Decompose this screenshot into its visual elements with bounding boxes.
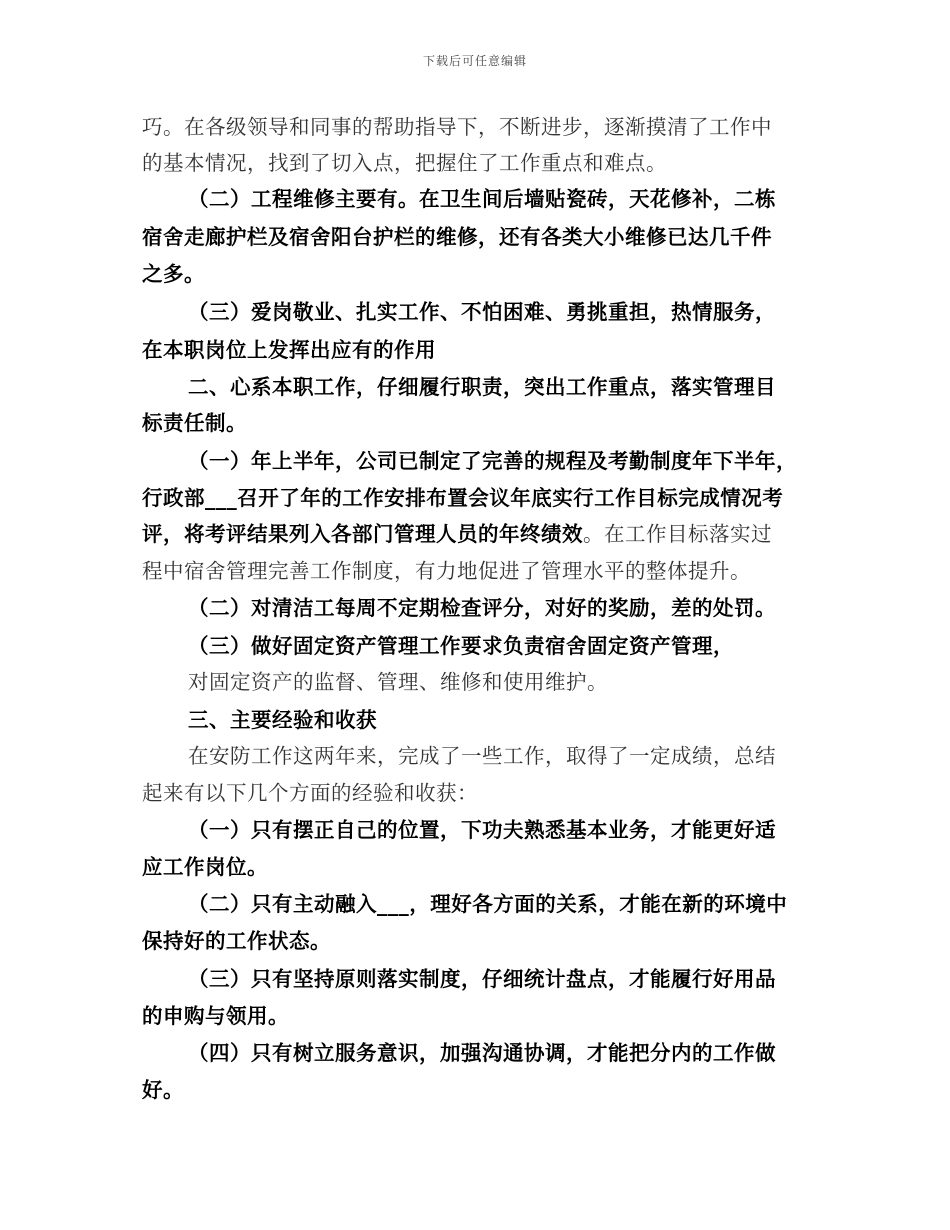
text-line: 起来有以下几个方面的经验和收获： <box>142 781 478 805</box>
text-line: 三、主要经验和收获 <box>188 708 377 732</box>
text-line: 的申购与领用。 <box>142 1004 289 1028</box>
text-line: （三）爱岗敬业、扎实工作、不怕困难、勇挑重担，热情服务， <box>188 300 776 324</box>
text-line: 应工作岗位。 <box>142 855 268 879</box>
text-line: 对固定资产的监督、管理、维修和使用维护。 <box>188 670 608 694</box>
text-line: （三）做好固定资产管理工作要求负责宿舍固定资产管理， <box>188 634 734 658</box>
text-line: （二）只有主动融入___，理好各方面的关系，才能在新的环境中 <box>188 892 788 916</box>
text-line: 标责任制。 <box>142 411 247 435</box>
text-line: 巧。在各级领导和同事的帮助指导下，不断进步，逐渐摸清了工作中 <box>142 115 772 139</box>
text-segment-bold: 评，将考评结果列入各部门管理人员的年终绩效 <box>142 522 583 546</box>
text-line <box>142 524 772 545</box>
text-line: 的基本情况，找到了切入点，把握住了工作重点和难点。 <box>142 151 667 175</box>
page-header: 下载后可任意编辑 <box>422 54 527 68</box>
text-line: （一）只有摆正自己的位置，下功夫熟悉基本业务，才能更好适 <box>188 818 776 842</box>
text-line: 程中宿舍管理完善工作制度，有力地促进了管理水平的整体提升。 <box>142 559 751 583</box>
text-segment: 。在工作目标落实过 <box>583 522 772 546</box>
text-line: （二）对清洁工每周不定期检查评分，对好的奖励，差的处罚。 <box>188 596 776 620</box>
text-line: 二、心系本职工作，仔细履行职责，突出工作重点，落实管理目 <box>188 375 776 399</box>
text-line: （二）工程维修主要有。在卫生间后墙贴瓷砖，天花修补，二栋 <box>188 187 776 211</box>
text-line: 好。 <box>142 1078 184 1102</box>
text-line: （四）只有树立服务意识，加强沟通协调，才能把分内的工作做 <box>188 1041 776 1065</box>
text-line: 之多。 <box>142 262 205 286</box>
text-line: 在安防工作这两年来，完成了一些工作，取得了一定成绩，总结 <box>188 744 776 768</box>
text-line: （三）只有坚持原则落实制度，仔细统计盘点，才能履行好用品 <box>188 967 776 991</box>
text-line: 在本职岗位上发挥出应有的作用 <box>142 338 436 362</box>
text-line: 行政部___召开了年的工作安排布置会议年底实行工作目标完成情况考 <box>142 486 784 510</box>
text-line: 宿舍走廊护栏及宿舍阳台护栏的维修，还有各类大小维修已达几千件 <box>142 225 772 249</box>
text-line: 保持好的工作状态。 <box>142 929 331 953</box>
text-line: （一）年上半年，公司已制定了完善的规程及考勤制度年下半年， <box>188 449 797 473</box>
